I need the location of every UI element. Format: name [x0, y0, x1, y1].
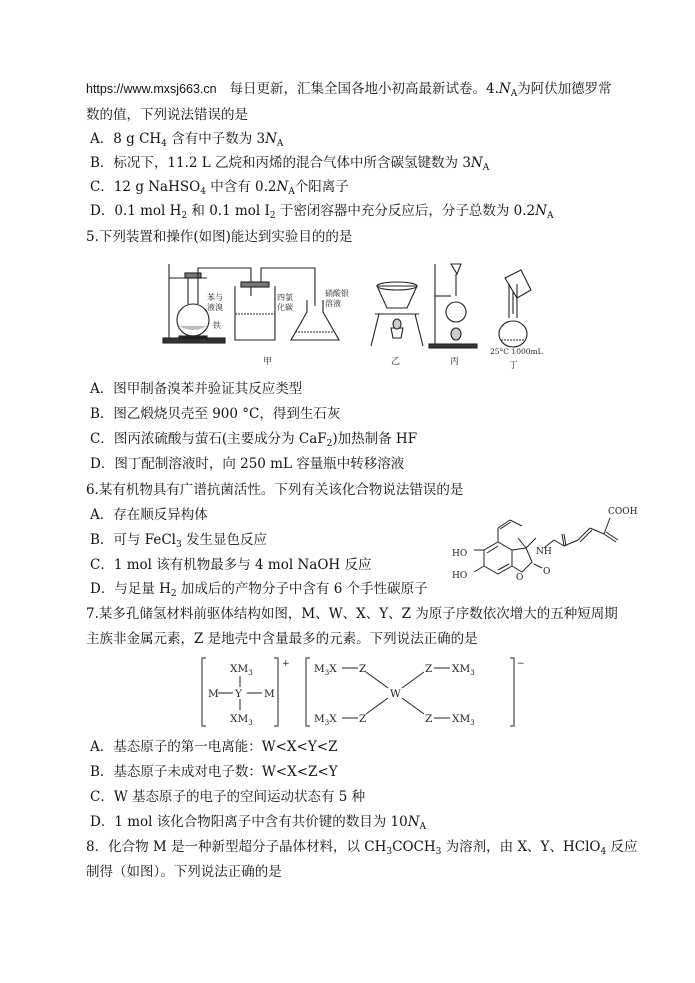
- svg-text:M3X: $M_3X$: [314, 713, 337, 727]
- label-bing: 丙: [450, 357, 460, 367]
- q5-option-d: D．图丁配制溶液时，向 250 mL 容量瓶中转移溶液: [90, 456, 405, 472]
- svg-text:M3X: $M_3X$: [314, 663, 337, 677]
- q5-option-c: C．图丙浓硫酸与萤石(主要成分为 CaF$_2$)加热制备 HF: [90, 431, 418, 449]
- label-agno3-2: 溶液: [325, 299, 341, 308]
- q7-option-c: C．W 基态原子的电子的空间运动状态有 5 种: [90, 789, 366, 805]
- update-notice: 每日更新，汇集全国各地小初高最新试卷。: [229, 81, 486, 97]
- label-jia: 甲: [263, 357, 273, 367]
- label-cooh: COOH: [608, 507, 638, 517]
- q7-option-d: D．1 mol 该化合物阳离子中含有共价键的数目为 $10N_A$: [90, 814, 427, 832]
- label-bromine: 液溴: [207, 303, 223, 312]
- label-iron: 铁: [213, 321, 221, 330]
- q6-option-b: B．可与 FeCl$_3$ 发生显色反应: [90, 532, 268, 550]
- q6-stem: 6.某有机物具有广谱抗菌活性。下列有关该化合物说法错误的是: [86, 482, 464, 498]
- svg-text:Z: Z: [359, 713, 367, 725]
- cation-center-y: Y: [235, 688, 242, 700]
- q6-structure-diagram: [446, 498, 646, 598]
- svg-text:Z: Z: [359, 663, 367, 675]
- label-agno3-1: 硝酸银: [325, 289, 349, 298]
- q6-option-d: D．与足量 $H_2$ 加成后的产物分子中含有 6 个手性碳原子: [90, 581, 428, 599]
- svg-text:XM3: $XM_3$: [452, 663, 475, 677]
- q7-option-b: B．基态原子未成对电子数：W<X<Z<Y: [90, 764, 338, 780]
- anion-charge: −: [517, 659, 525, 669]
- label-ding: 丁: [509, 361, 519, 371]
- label-ring-o: O: [516, 573, 524, 583]
- cation-right-m: M: [264, 688, 275, 700]
- q6-option-a: A．存在顺反异构体: [90, 507, 208, 523]
- anion-center-w: W: [390, 688, 401, 700]
- source-url[interactable]: https://www.mxsj663.cn: [86, 82, 217, 96]
- q4-option-a: A．8 g $CH_4$ 含有中子数为 $3N_A$: [90, 131, 284, 149]
- label-yi: 乙: [391, 357, 401, 367]
- svg-text:Z: Z: [425, 663, 433, 675]
- q5-option-a: A．图甲制备溴苯并验证其反应类型: [90, 381, 303, 397]
- q8-stem-line1: 8．化合物 M 是一种新型超分子晶体材料，以 $CH_3COCH_3$ 为溶剂，由 X、Y、HClO$_4$ 反应: [86, 839, 638, 857]
- label-flask-spec: 25°C 1000mL: [490, 347, 543, 356]
- label-ccl4-1: 四氯: [277, 293, 293, 302]
- svg-text:XM3: $XM_3$: [230, 713, 253, 727]
- q6-option-c: C．1 mol 该有机物最多与 4 mol NaOH 反应: [90, 557, 372, 573]
- q7-option-a: A．基态原子的第一电离能：W<X<Y<Z: [90, 739, 338, 755]
- q4-option-c: C．12 g NaHSO$_4$ 中含有 $0.2N_A$个阳离子: [90, 179, 349, 197]
- q7-stem-line1: 7.某多孔储氢材料前驱体结构如图，M、W、X、Y、Z 为原子序数依次增大的五种短周期: [86, 606, 618, 622]
- svg-text:XM3: $XM_3$: [452, 713, 475, 727]
- cation-bottom: XM: [230, 713, 249, 725]
- cation-left-m: M: [208, 688, 219, 700]
- q5-stem: 5.下列装置和操作(如图)能达到实验目的的是: [86, 229, 353, 245]
- label-carbonyl-o: O: [543, 567, 551, 577]
- q7-stem-line2: 主族非金属元素，Z 是地壳中含量最多的元素。下列说法正确的是: [86, 631, 478, 647]
- cation-top: XM: [230, 663, 249, 675]
- label-nh: NH: [536, 547, 552, 557]
- q5-apparatus-figure: [155, 256, 555, 374]
- label-ho-1: HO: [452, 549, 468, 559]
- svg-text:XM3: $XM_3$: [230, 663, 253, 677]
- svg-text:Z: Z: [425, 713, 433, 725]
- q8-stem-line2: 制得（如图）。下列说法正确的是: [86, 864, 282, 880]
- label-ho-2: HO: [452, 571, 468, 581]
- q4-stem-line2: 数的值，下列说法错误的是: [86, 107, 248, 123]
- label-benzene: 苯与: [207, 293, 223, 302]
- label-ccl4-2: 化碳: [277, 303, 293, 312]
- q4-option-b: B．标况下，11.2 L 乙烷和丙烯的混合气体中所含碳氢键数为 $3N_A$: [90, 155, 490, 173]
- q4-stem-line1: https://www.mxsj663.cn 每日更新，汇集全国各地小初高最新试卷。$4.N_A$为阿伏加德罗常: [86, 81, 612, 99]
- q4-option-d: D．0.1 mol $H_2$ 和 0.1 mol $I_2$ 于密闭容器中充分反应后，分子总数为 $0.2N_A$: [90, 203, 554, 221]
- cation-charge: +: [282, 659, 290, 669]
- q5-option-b: B．图乙煅烧贝壳至 900 °C，得到生石灰: [90, 406, 341, 422]
- q7-structure-diagram: [198, 656, 528, 730]
